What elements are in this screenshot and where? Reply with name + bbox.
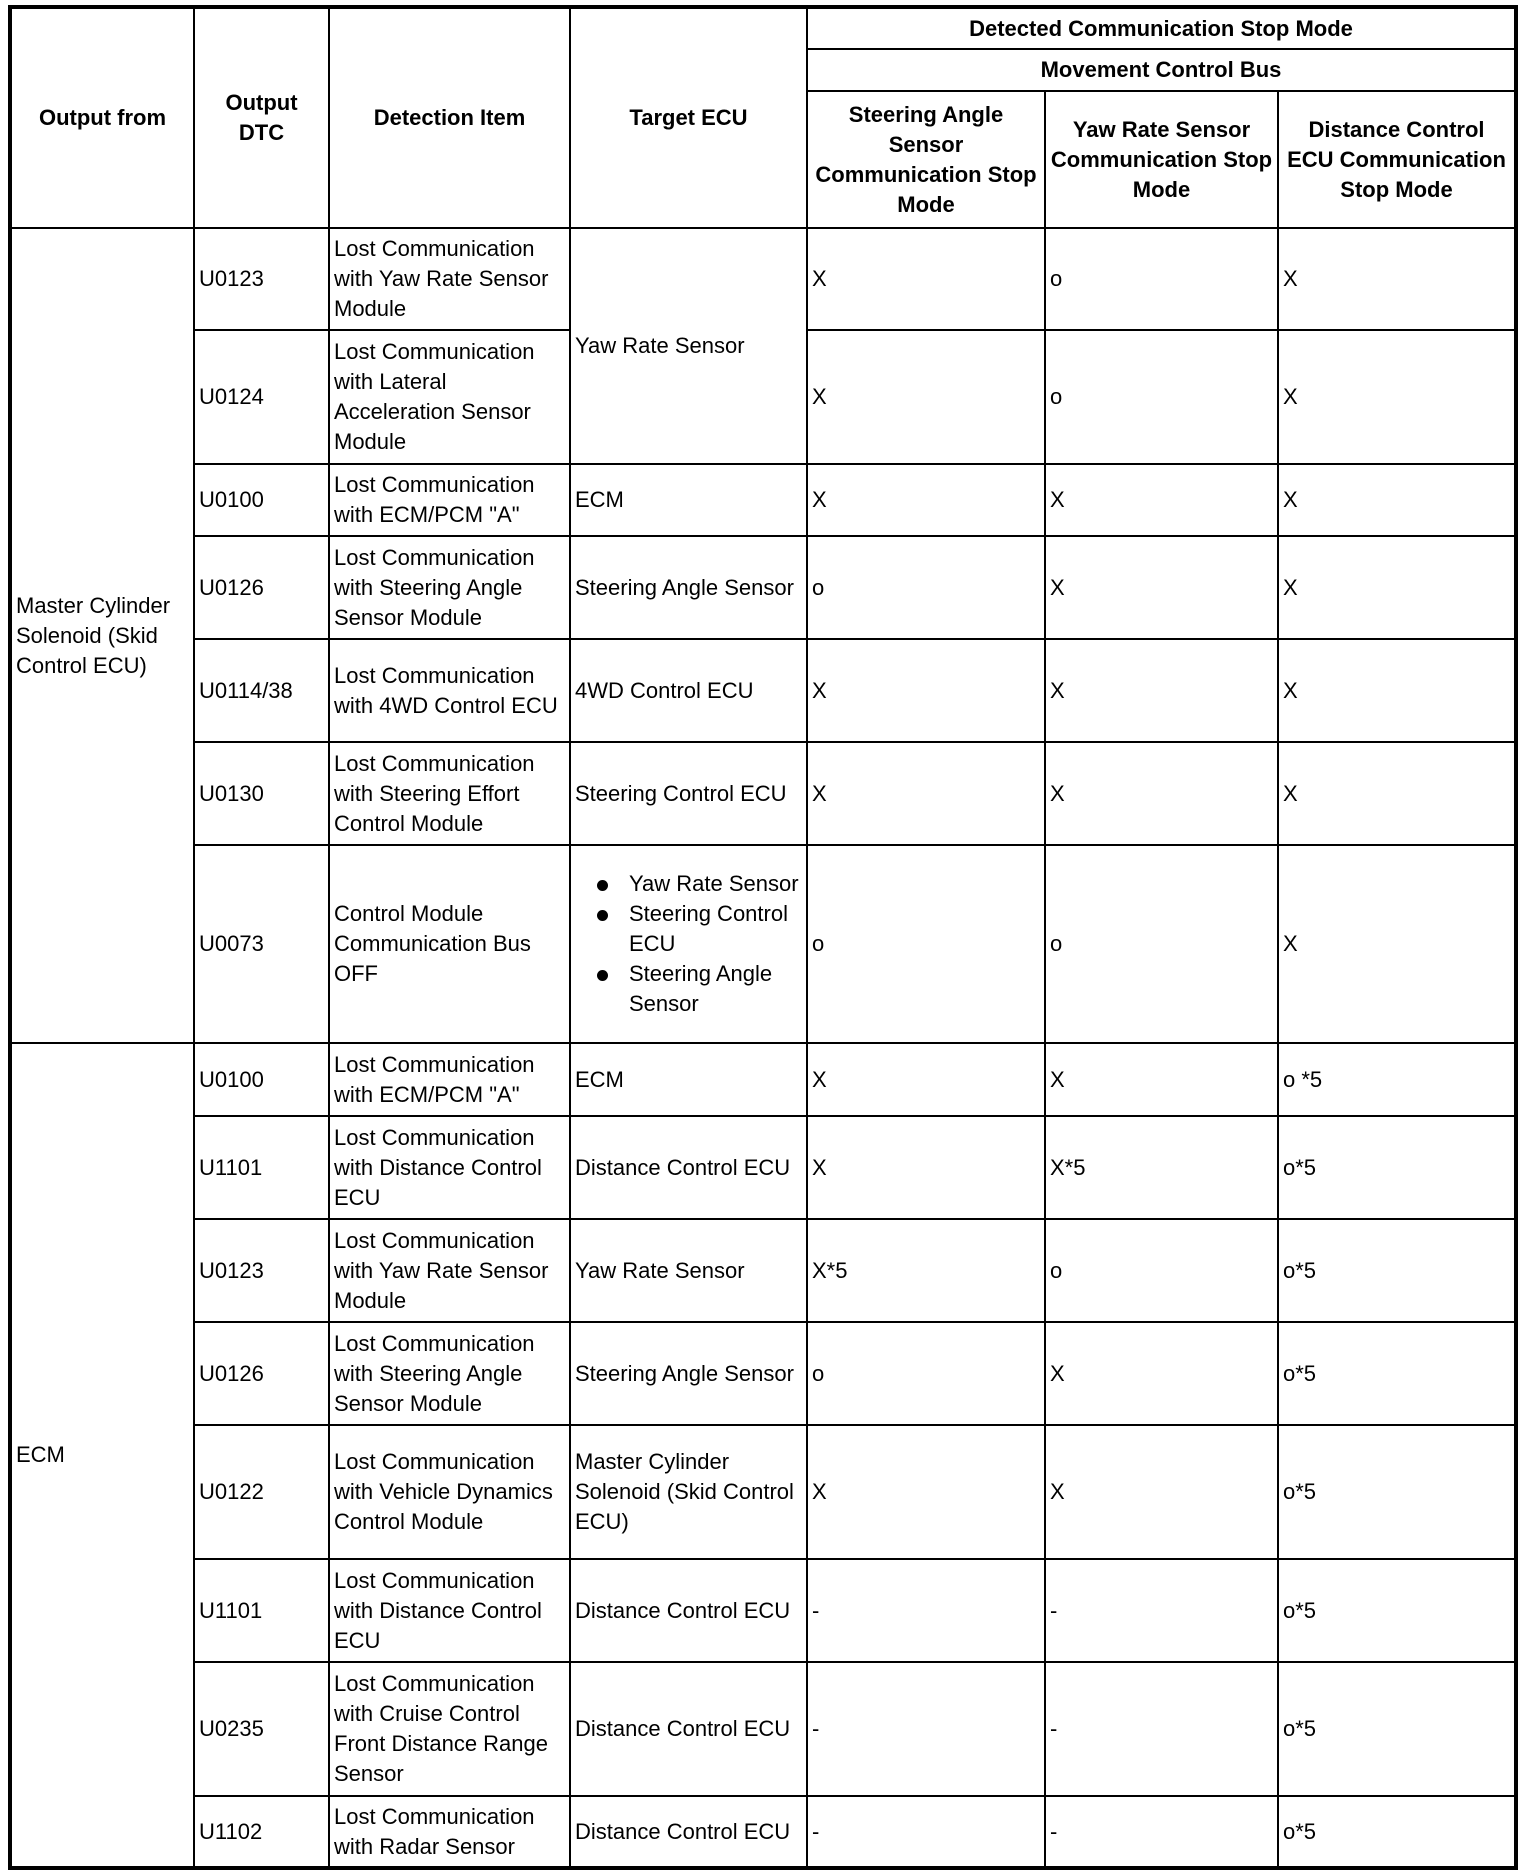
output-from-cell: Master Cylinder Solenoid (Skid Control ECU) [10,228,194,1043]
steering-mode-cell: X [807,742,1045,845]
steering-mode-cell: o [807,845,1045,1043]
detection-item-cell: Lost Communication with Lateral Acceleration Sensor Module [329,330,570,464]
header-detection-item: Detection Item [329,7,570,228]
dtc-cell: U0122 [194,1425,329,1559]
steering-mode-cell: X*5 [807,1219,1045,1322]
dtc-table-container [8,5,1518,1870]
distance-mode-cell: X [1278,845,1516,1043]
table-row [10,1219,1516,1322]
yaw-mode-cell: X [1045,639,1278,742]
table-row [10,536,1516,639]
steering-mode-cell: - [807,1662,1045,1796]
steering-mode-cell: X [807,330,1045,464]
header-detected-mode: Detected Communication Stop Mode [807,7,1516,49]
yaw-mode-cell: - [1045,1796,1278,1868]
detection-item-cell: Lost Communication with ECM/PCM "A" [329,1043,570,1116]
target-ecu-cell: Steering Control ECU [570,742,807,845]
header-yaw-mode: Yaw Rate Sensor Communication Stop Mode [1045,91,1278,228]
list-item: Steering Control ECU [593,899,802,959]
yaw-mode-cell: o [1045,845,1278,1043]
dtc-cell: U0235 [194,1662,329,1796]
steering-mode-cell: - [807,1559,1045,1662]
distance-mode-cell: o*5 [1278,1322,1516,1425]
detection-item-cell: Lost Communication with 4WD Control ECU [329,639,570,742]
table-row [10,228,1516,330]
distance-mode-cell: o*5 [1278,1425,1516,1559]
detection-item-cell: Lost Communication with Vehicle Dynamics Control Module [329,1425,570,1559]
detection-item-cell: Lost Communication with Cruise Control Front Distance Range Sensor [329,1662,570,1796]
detection-item-cell: Lost Communication with ECM/PCM "A" [329,464,570,536]
table-row [10,1559,1516,1662]
yaw-mode-cell: o [1045,228,1278,330]
target-ecu-cell: Yaw Rate Sensor [570,228,807,464]
target-ecu-cell: Steering Angle Sensor [570,1322,807,1425]
yaw-mode-cell: o [1045,1219,1278,1322]
distance-mode-cell: X [1278,228,1516,330]
yaw-mode-cell: X [1045,536,1278,639]
header-target-ecu: Target ECU [570,7,807,228]
steering-mode-cell: - [807,1796,1045,1868]
table-row [10,1322,1516,1425]
yaw-mode-cell: X*5 [1045,1116,1278,1219]
table-row [10,1796,1516,1868]
dtc-cell: U0123 [194,228,329,330]
dtc-cell: U1101 [194,1116,329,1219]
distance-mode-cell: o*5 [1278,1559,1516,1662]
target-ecu-cell: Distance Control ECU [570,1116,807,1219]
detection-item-cell: Lost Communication with Steering Angle Sensor Module [329,1322,570,1425]
detection-item-cell: Lost Communication with Distance Control ECU [329,1559,570,1662]
distance-mode-cell: o *5 [1278,1043,1516,1116]
target-ecu-cell: Distance Control ECU [570,1796,807,1868]
steering-mode-cell: o [807,1322,1045,1425]
dtc-cell: U0124 [194,330,329,464]
yaw-mode-cell: X [1045,742,1278,845]
detection-item-cell: Lost Communication with Steering Angle Sensor Module [329,536,570,639]
steering-mode-cell: X [807,1043,1045,1116]
dtc-cell: U0114/38 [194,639,329,742]
distance-mode-cell: o*5 [1278,1662,1516,1796]
target-ecu-cell [570,845,807,1043]
yaw-mode-cell: X [1045,1322,1278,1425]
detection-item-cell: Control Module Communication Bus OFF [329,845,570,1043]
steering-mode-cell: X [807,639,1045,742]
output-from-cell: ECM [10,1043,194,1868]
target-ecu-cell: 4WD Control ECU [570,639,807,742]
list-item: Steering Angle Sensor [593,959,802,1019]
table-row [10,1662,1516,1796]
dtc-cell: U0100 [194,1043,329,1116]
yaw-mode-cell: X [1045,1425,1278,1559]
table-row [10,1425,1516,1559]
steering-mode-cell: X [807,464,1045,536]
distance-mode-cell: X [1278,464,1516,536]
target-ecu-cell: Yaw Rate Sensor [570,1219,807,1322]
dtc-cell: U0100 [194,464,329,536]
steering-mode-cell: X [807,228,1045,330]
distance-mode-cell: X [1278,742,1516,845]
detection-item-cell: Lost Communication with Distance Control ECU [329,1116,570,1219]
yaw-mode-cell: o [1045,330,1278,464]
detection-item-cell: Lost Communication with Yaw Rate Sensor Module [329,1219,570,1322]
table-row [10,639,1516,742]
header-bus: Movement Control Bus [807,49,1516,91]
table-row [10,742,1516,845]
dtc-table [8,5,1518,1870]
distance-mode-cell: X [1278,639,1516,742]
distance-mode-cell: X [1278,536,1516,639]
header-distance-mode: Distance Control ECU Communication Stop Mode [1278,91,1516,228]
header-output-dtc: Output DTC [194,7,329,228]
steering-mode-cell: X [807,1116,1045,1219]
yaw-mode-cell: - [1045,1662,1278,1796]
dtc-cell: U1102 [194,1796,329,1868]
target-ecu-cell: Master Cylinder Solenoid (Skid Control ECU) [570,1425,807,1559]
dtc-cell: U0073 [194,845,329,1043]
yaw-mode-cell: - [1045,1559,1278,1662]
target-ecu-cell: Distance Control ECU [570,1662,807,1796]
dtc-cell: U1101 [194,1559,329,1662]
table-row [10,464,1516,536]
distance-mode-cell: o*5 [1278,1116,1516,1219]
table-row [10,1116,1516,1219]
dtc-cell: U0126 [194,536,329,639]
dtc-cell: U0130 [194,742,329,845]
detection-item-cell: Lost Communication with Radar Sensor [329,1796,570,1868]
detection-item-cell: Lost Communication with Steering Effort Control Module [329,742,570,845]
target-ecu-cell: ECM [570,464,807,536]
table-row [10,1043,1516,1116]
yaw-mode-cell: X [1045,464,1278,536]
dtc-cell: U0126 [194,1322,329,1425]
header-output-from: Output from [10,7,194,228]
steering-mode-cell: X [807,1425,1045,1559]
header-steering-mode: Steering Angle Sensor Communication Stop Mode [807,91,1045,228]
yaw-mode-cell: X [1045,1043,1278,1116]
target-ecu-cell: Distance Control ECU [570,1559,807,1662]
table-row [10,845,1516,1043]
list-item: Yaw Rate Sensor [593,869,802,899]
distance-mode-cell: X [1278,330,1516,464]
target-ecu-list [575,869,802,1019]
distance-mode-cell: o*5 [1278,1219,1516,1322]
distance-mode-cell: o*5 [1278,1796,1516,1868]
steering-mode-cell: o [807,536,1045,639]
detection-item-cell: Lost Communication with Yaw Rate Sensor Module [329,228,570,330]
dtc-cell: U0123 [194,1219,329,1322]
target-ecu-cell: ECM [570,1043,807,1116]
target-ecu-cell: Steering Angle Sensor [570,536,807,639]
